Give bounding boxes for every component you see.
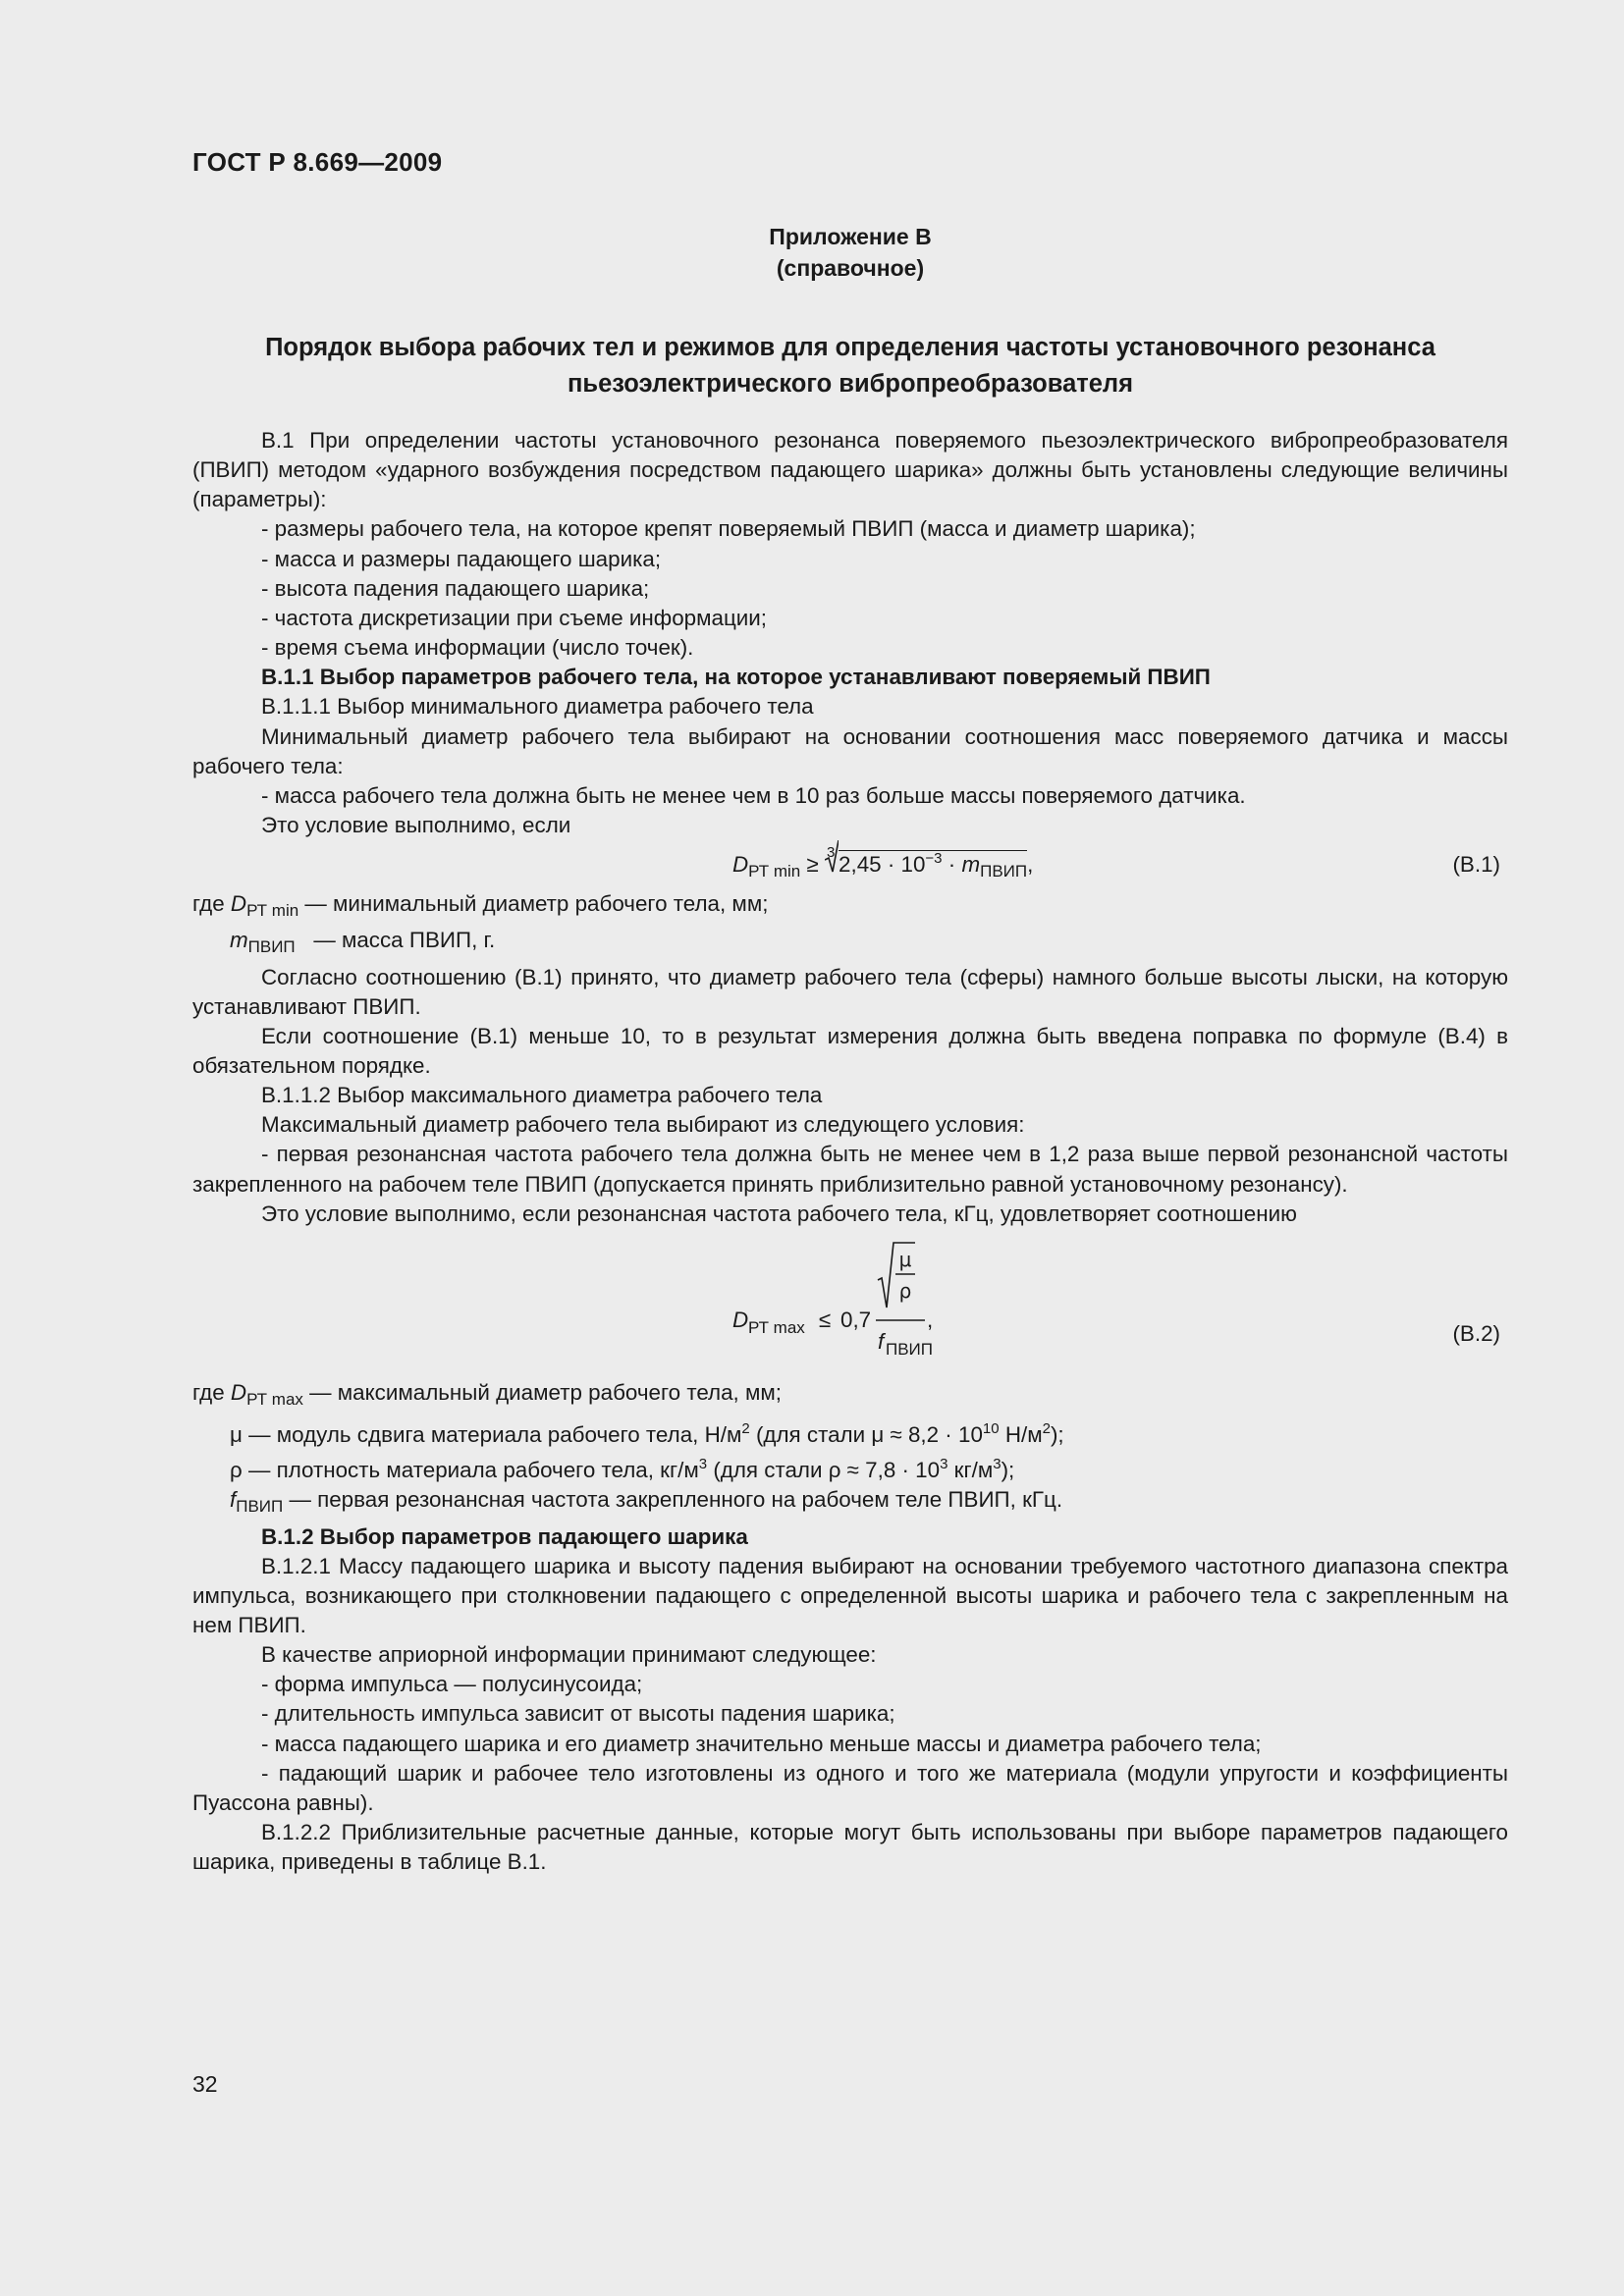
list-item: - масса падающего шарика и его диаметр значительно меньше массы и диаметра рабочего тела; — [261, 1731, 1262, 1756]
svg-text:D: D — [732, 1307, 749, 1332]
where-line: $m_{ПВИП}$ — масса ПВИП, г. — [230, 928, 496, 957]
where-line: $f_{ПВИП}$ — первая резонансная частота закрепленного на рабочем теле ПВИП, кГц. — [230, 1487, 1063, 1517]
list-item: - форма импульса — полусинусоида; — [261, 1672, 643, 1697]
doc-code-header: ГОСТ Р 8.669—2009 — [192, 147, 443, 177]
svg-text:0,7: 0,7 — [840, 1307, 872, 1332]
page-number: 32 — [192, 2071, 218, 2097]
where-line: ρ — плотность материала рабочего тела, $кг/м^3$ (для стали $\rho \approx 7,8 \cdot 10^3$ $кг/м^3$); — [230, 1456, 1015, 1483]
subsection-heading: В.1.2 Выбор параметров падающего шарика — [261, 1523, 748, 1549]
paragraph: В качестве априорной информации принимают следующее: — [261, 1642, 877, 1668]
formula-number: (В.1) — [1452, 852, 1500, 878]
subsection-heading: В.1.1.1 Выбор минимального диаметра рабочего тела — [261, 694, 814, 720]
paragraph: Если соотношение (В.1) меньше 10, то в результат измерения должна быть введена поправка по формуле (В.4) в обязательном порядке. — [192, 1023, 1508, 1078]
paragraph: Это условие выполнимо, если — [261, 813, 571, 838]
svg-text:,: , — [927, 1307, 934, 1332]
list-item: - частота дискретизации при съеме информации; — [261, 605, 768, 630]
title-line-1: Порядок выбора рабочих тел и режимов для определения частоты установочного резонанса — [265, 334, 1435, 361]
svg-text:≤: ≤ — [819, 1307, 832, 1332]
list-item: - высота падения падающего шарика; — [261, 575, 650, 601]
paragraph: Согласно соотношению (В.1) принято, что диаметр рабочего тела (сферы) намного больше высоты лыски, на которую устанавливают ПВИП. — [192, 964, 1508, 1019]
svg-text:ПВИП: ПВИП — [886, 1339, 933, 1359]
svg-text:μ: μ — [898, 1247, 912, 1271]
svg-text:ρ: ρ — [898, 1278, 912, 1303]
list-item: - длительность импульса зависит от высоты падения шарика; — [261, 1701, 895, 1727]
where-line: μ — модуль сдвига материала рабочего тела, $Н/м^2$ (для стали $\mu \approx 8,2 \cdot 10^{10}$ $Н/м^2$); — [230, 1420, 1064, 1448]
cube-root-sign — [825, 840, 839, 874]
list-item: - масса рабочего тела должна быть не менее чем в 10 раз больше массы поверяемого датчика. — [261, 782, 1246, 808]
list-item: - первая резонансная частота рабочего тела должна быть не менее чем в 1,2 раза выше первой резонансной частоты закрепленного на рабочем теле ПВИП (допускается принять приблизительно равной установочному резонансу). — [192, 1142, 1508, 1197]
where-line: где $D_{РТ max}$ — максимальный диаметр рабочего тела, мм; — [192, 1379, 783, 1409]
formula-b1 — [192, 840, 1508, 889]
appendix-type: (справочное) — [776, 255, 925, 281]
paragraph: Максимальный диаметр рабочего тела выбирают из следующего условия: — [261, 1112, 1025, 1138]
subsection-heading: В.1.1.2 Выбор максимального диаметра рабочего тела — [261, 1083, 823, 1108]
paragraph: В.1.2.1 Массу падающего шарика и высоту падения выбирают на основании требуемого частотного диапазона спектра импульса, возникающего при столкновении падающего с определенной высоты шарика и рабочего тела с закрепленным на нем ПВИП. — [192, 1553, 1508, 1637]
formula-b1-expression: $D_{РТ min}$ ≥ 3 $2,45 \cdot 10^{-3} \cdot m_{ПВИП}$, — [732, 844, 1033, 886]
appendix-label: Приложение В — [769, 224, 932, 249]
paragraph: Это условие выполнимо, если резонансная частота рабочего тела, кГц, удовлетворяет соотношению — [261, 1201, 1297, 1226]
paragraph: В.1 При определении частоты установочного резонанса поверяемого пьезоэлектрического вибропреобразователя (ПВИП) методом «ударного возбуждения посредством падающего шарика» должны быть установлены следующие величины (параметры): — [192, 428, 1508, 512]
list-item: - время съема информации (число точек). — [261, 635, 694, 661]
body-text — [192, 426, 1508, 1877]
formula-number: (В.2) — [1452, 1320, 1500, 1346]
where-line: где $D_{РТ min}$ — минимальный диаметр рабочего тела, мм; — [192, 891, 769, 921]
section-title — [192, 330, 1508, 402]
list-item: - падающий шарик и рабочее тело изготовлены из одного и того же материала (модули упругости и коэффициенты Пуассона равны). — [192, 1760, 1508, 1815]
subsection-heading: В.1.1 Выбор параметров рабочего тела, на которое устанавливают поверяемый ПВИП — [261, 665, 1211, 690]
title-line-2: пьезоэлектрического вибропреобразователя — [567, 370, 1134, 398]
list-item: - размеры рабочего тела, на которое крепят поверяемый ПВИП (масса и диаметр шарика); — [261, 516, 1196, 542]
paragraph: Минимальный диаметр рабочего тела выбирают на основании соотношения масс поверяемого датчика и массы рабочего тела: — [192, 723, 1508, 778]
svg-text:РТ max: РТ max — [748, 1317, 805, 1337]
formula-b2 — [192, 1229, 1508, 1378]
svg-text:f: f — [878, 1328, 885, 1354]
paragraph: В.1.2.2 Приблизительные расчетные данные, которые могут быть использованы при выборе параметров падающего шарика, приведены в таблице В.1. — [192, 1820, 1508, 1875]
formula-b2-expression — [732, 1229, 988, 1376]
list-item: - масса и размеры падающего шарика; — [261, 546, 662, 571]
